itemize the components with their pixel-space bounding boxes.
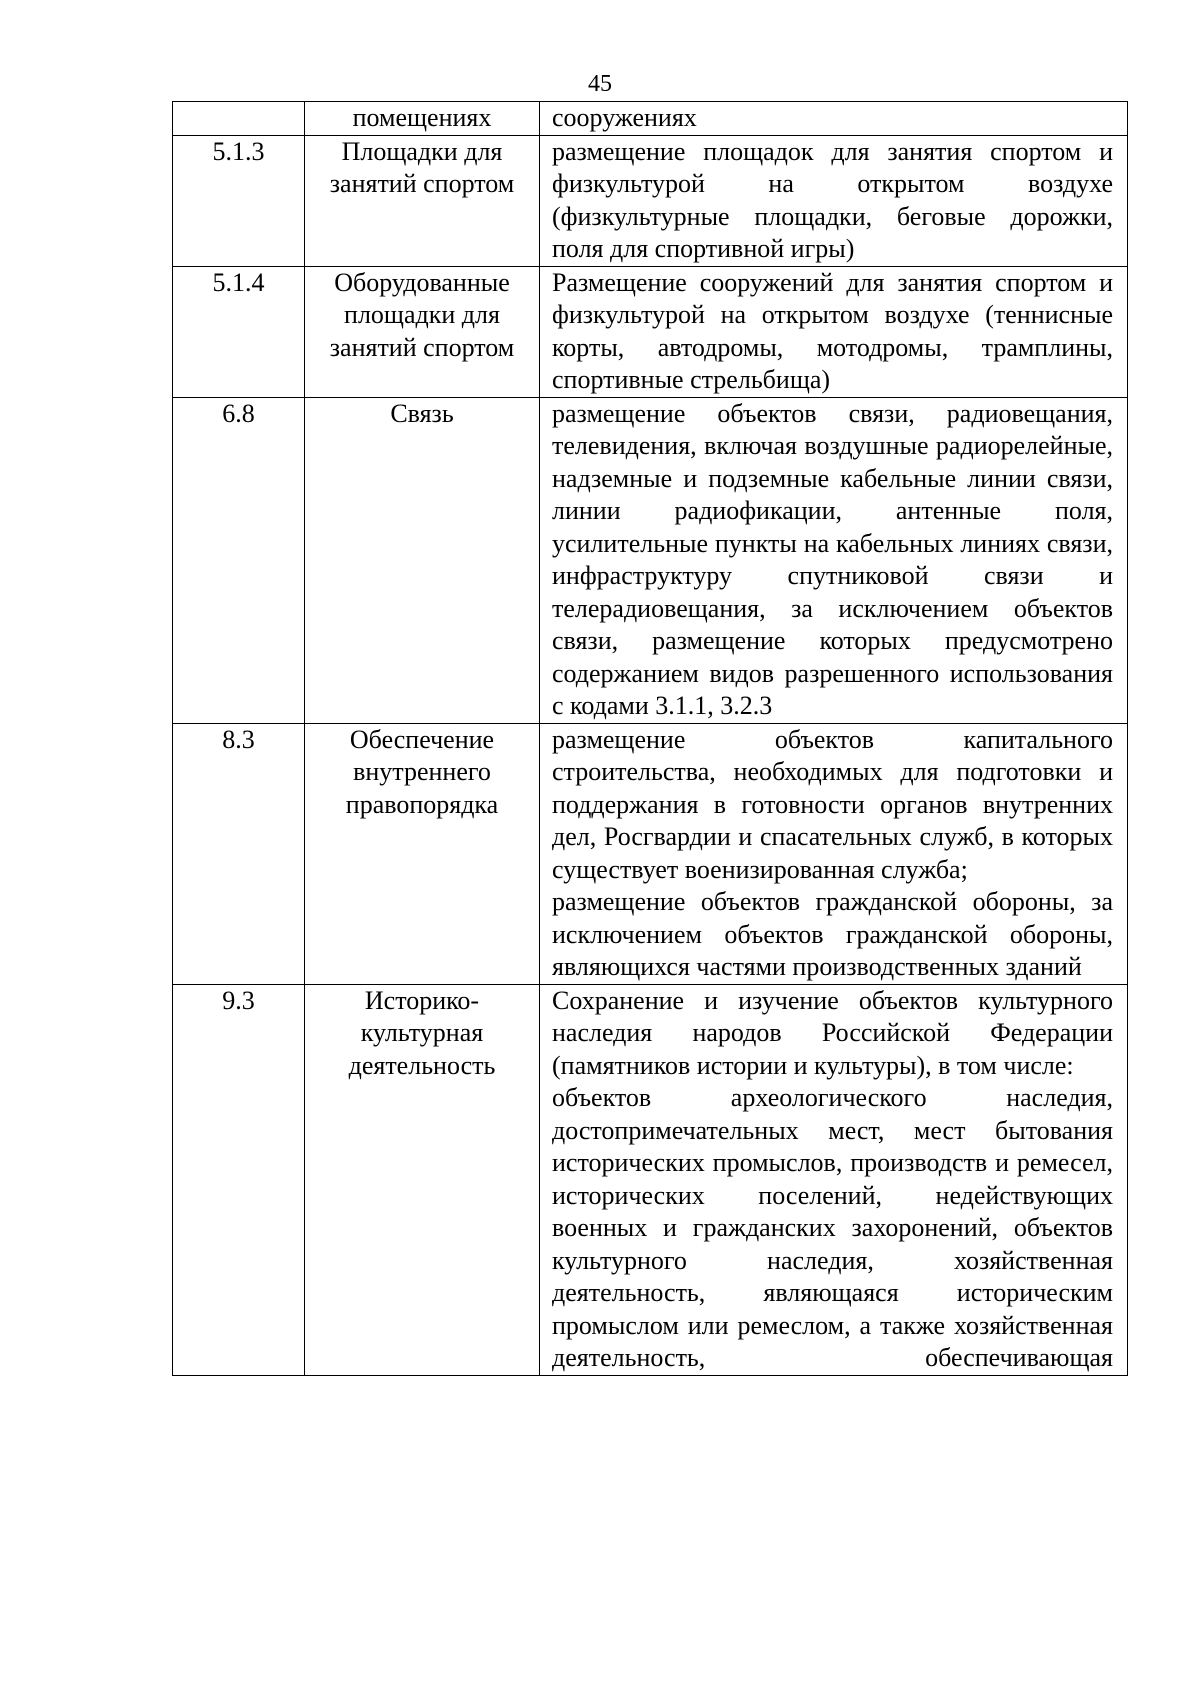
- row-code: 9.3: [173, 984, 305, 1375]
- row-description: [540, 102, 1128, 136]
- table-row: [173, 102, 1128, 136]
- row-name: Связь: [305, 397, 540, 723]
- row-code: 5.1.4: [173, 266, 305, 397]
- description-paragraph: Размещение сооружений для занятия спортом и физкультурой на открытом воздухе (теннисные корты, автодромы, мотодромы, трамплины, спортивные стрельбища): [552, 267, 1113, 394]
- table-row: [173, 723, 1128, 984]
- row-description: [540, 397, 1128, 723]
- land-use-table: [172, 101, 1128, 1376]
- row-code: [173, 102, 305, 136]
- description-paragraph: Сохранение и изучение объектов культурного наследия народов Российской Федерации (памятников истории и культуры), в том числе:: [552, 985, 1113, 1080]
- row-name: Обеспечение внутреннего правопорядка: [305, 723, 540, 984]
- description-paragraph: объектов археологического наследия, достопримечательных мест, мест бытования исторических промыслов, производств и ремесел, исторических поселений, недействующих военных и гражданских захоронений, объектов культурного наследия, хозяйственная деятельность, являющаяся историческим промыслом или ремеслом, а также хозяйственная деятельность, обеспечивающая: [552, 1083, 1113, 1372]
- row-description: [540, 135, 1128, 266]
- description-paragraph: размещение объектов связи, радиовещания, телевидения, включая воздушные радиорелейные, надземные и подземные кабельные линии связи, линии радиофикации, антенные поля, усилительные пункты на кабельных линиях связи, инфраструктуру спутниковой связи и телерадиовещания, за исключением объектов связи, размещение которых предусмотрено содержанием видов разрешенного использования с кодами 3.1.1, 3.2.3: [552, 398, 1113, 720]
- description-paragraph: размещение объектов гражданской обороны, за исключением объектов гражданской обороны, являющихся частями производственных зданий: [552, 887, 1113, 981]
- description-paragraph: размещение площадок для занятия спортом и физкультурой на открытом воздухе (физкультурные площадки, беговые дорожки, поля для спортивной игры): [552, 136, 1113, 263]
- row-code: 8.3: [173, 723, 305, 984]
- description-paragraph: сооружениях: [552, 103, 697, 132]
- row-description: [540, 984, 1128, 1375]
- row-name: Историко-культурная деятельность: [305, 984, 540, 1375]
- table-row: [173, 984, 1128, 1375]
- row-code: 6.8: [173, 397, 305, 723]
- row-name: помещениях: [305, 102, 540, 136]
- page-number: 45: [588, 71, 612, 97]
- table-row: [173, 397, 1128, 723]
- table-row: [173, 266, 1128, 397]
- row-description: [540, 266, 1128, 397]
- row-description: [540, 723, 1128, 984]
- description-paragraph: размещение объектов капитального строительства, необходимых для подготовки и поддержания в готовности органов внутренних дел, Росгвардии и спасательных служб, в которых существует военизированная служба;: [552, 724, 1113, 884]
- table-row: [173, 135, 1128, 266]
- row-name: Площадки для занятий спортом: [305, 135, 540, 266]
- row-name: Оборудованные площадки для занятий спортом: [305, 266, 540, 397]
- row-code: 5.1.3: [173, 135, 305, 266]
